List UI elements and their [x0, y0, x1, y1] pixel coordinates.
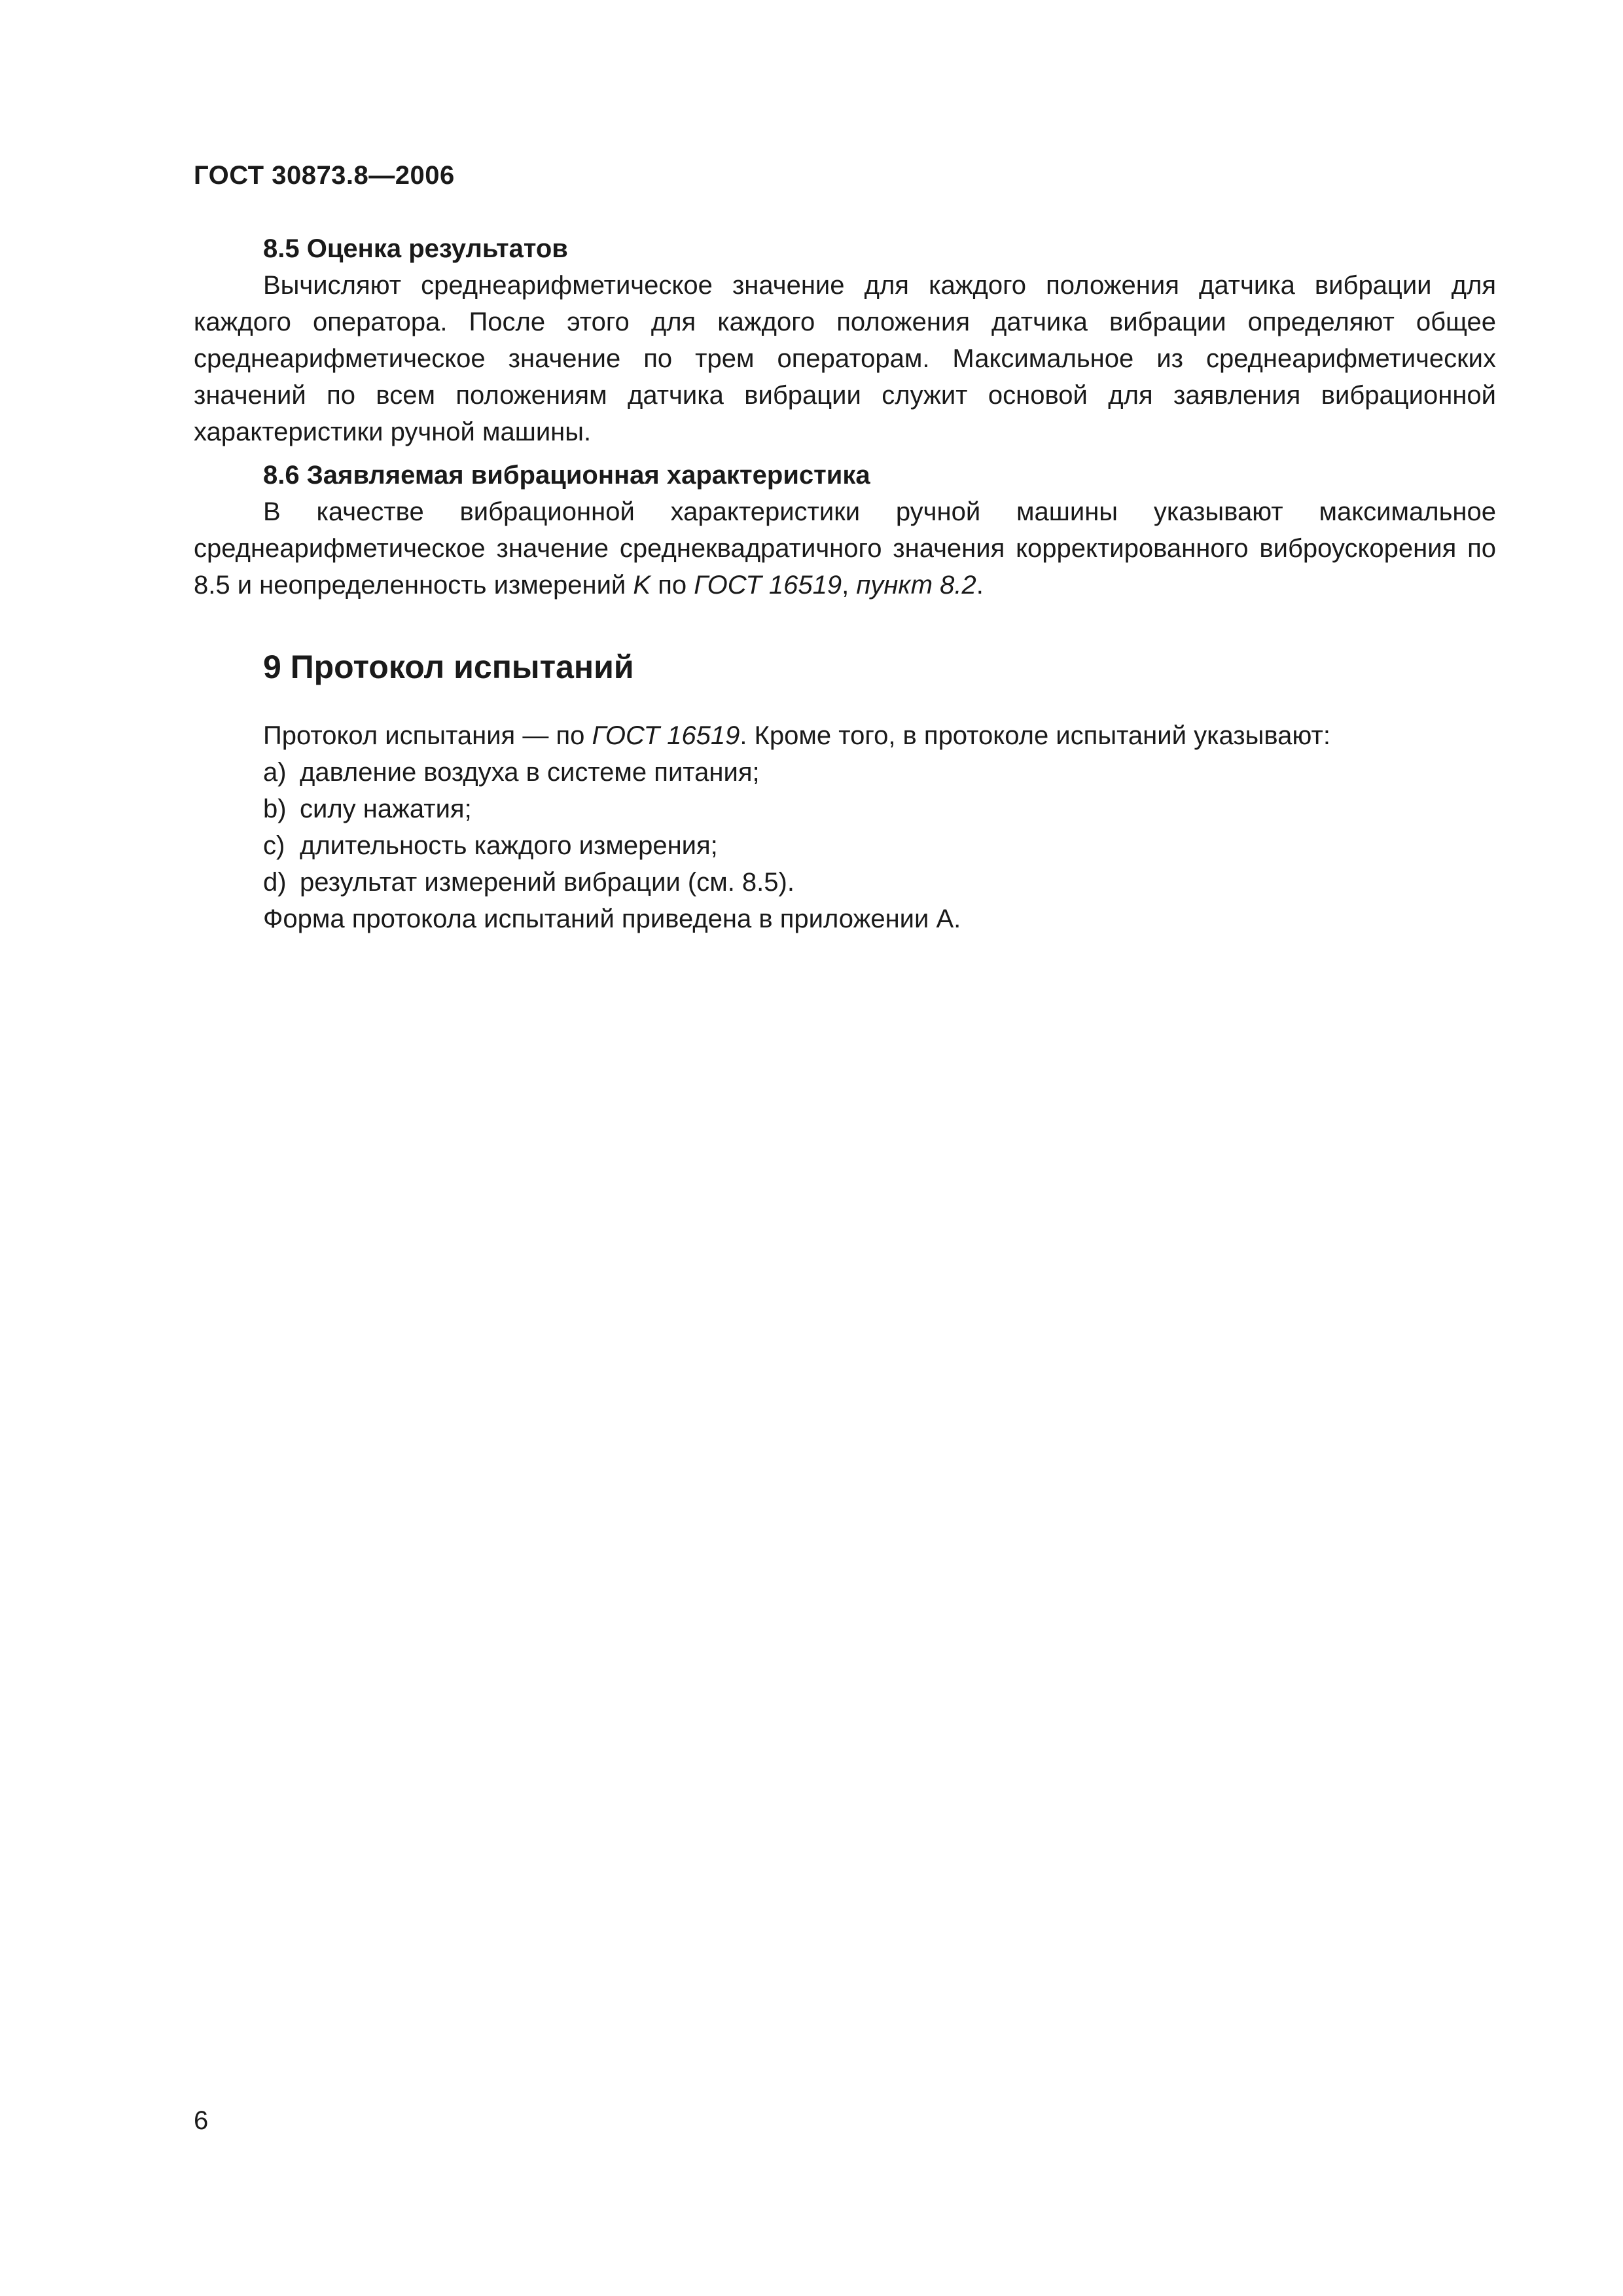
reference-gost-16519: ГОСТ 16519	[694, 571, 842, 600]
list-item	[194, 791, 1496, 827]
list-item	[194, 827, 1496, 864]
page-number: 6	[194, 2106, 209, 2135]
paragraph-8-6-comma: ,	[842, 571, 857, 600]
subsection-heading-8-6: 8.6 Заявляемая вибрационная характеристика	[263, 461, 870, 490]
list-marker: b)	[263, 795, 287, 823]
paragraph-8-6	[194, 493, 1496, 603]
list-item-text: давление воздуха в системе питания;	[300, 758, 760, 787]
paragraph-8-6-po: по	[651, 571, 694, 600]
document-body	[194, 230, 1496, 937]
list-item-text: силу нажатия;	[300, 795, 472, 823]
list-item	[194, 754, 1496, 791]
list-item-text: результат измерений вибрации (см. 8.5).	[300, 868, 794, 897]
list-marker: c)	[263, 831, 285, 860]
intro-text-rest: . Кроме того, в протоколе испытаний указывают:	[740, 721, 1330, 750]
symbol-k: K	[633, 571, 651, 600]
paragraph-9-intro	[194, 717, 1496, 754]
paragraph-8-6-text: В качестве вибрационной характеристики ручной машины указывают максимальное среднеарифметическое значение среднеквадратичного значения корректированного виброускорения по 8.5 и неопределенность измерений	[194, 497, 1496, 600]
paragraph-9-closing: Форма протокола испытаний приведена в приложении А.	[263, 905, 961, 933]
subsection-heading-8-5: 8.5 Оценка результатов	[263, 234, 568, 263]
list-item-text: длительность каждого измерения;	[300, 831, 718, 860]
section-heading-9: 9 Протокол испытаний	[263, 649, 634, 685]
list-item	[194, 864, 1496, 901]
list-marker: a)	[263, 758, 287, 787]
document-code-header: ГОСТ 30873.8—2006	[194, 161, 455, 190]
paragraph-8-5: Вычисляют среднеарифметическое значение для каждого положения датчика вибрации для каждого оператора. После этого для каждого положения датчика вибрации определяют общее среднеарифметическое значение по трем операторам. Максимальное из среднеарифметических значений по всем положениям датчика вибрации служит основой для заявления вибрационной характеристики ручной машины.	[194, 271, 1496, 446]
list-marker: d)	[263, 868, 287, 897]
paragraph-8-6-end: .	[976, 571, 984, 600]
intro-reference-gost-16519: ГОСТ 16519	[592, 721, 740, 750]
intro-text: Протокол испытания — по	[263, 721, 592, 750]
reference-clause-8-2: пункт 8.2	[856, 571, 976, 600]
